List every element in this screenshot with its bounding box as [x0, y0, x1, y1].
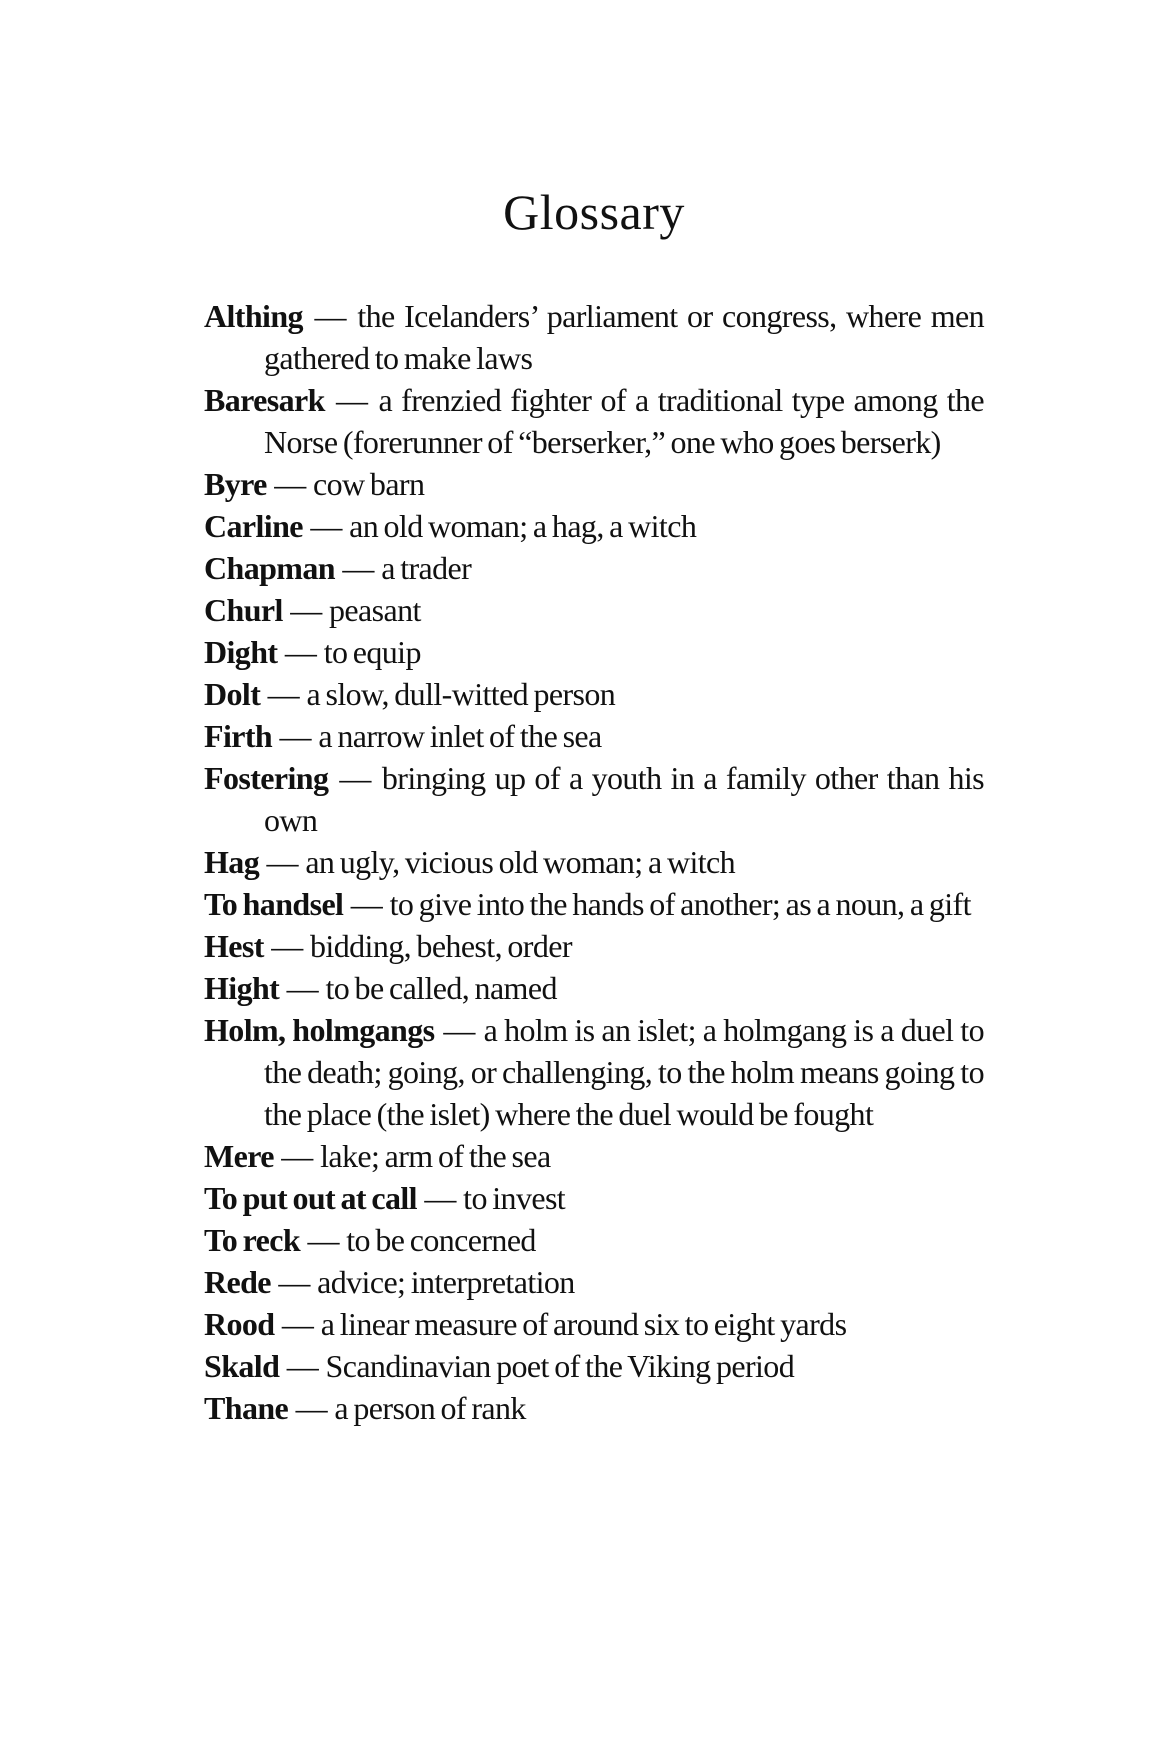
glossary-entry — [204, 1009, 984, 1135]
entry-term: To put out at call — [204, 1180, 417, 1216]
glossary-entry — [204, 925, 984, 967]
glossary-entry — [204, 1387, 984, 1429]
em-dash-separator: — — [271, 928, 303, 964]
glossary-entry — [204, 295, 984, 379]
entry-definition: bringing up of a youth in a family other than his own — [264, 760, 985, 838]
glossary-entry — [204, 547, 984, 589]
glossary-entry — [204, 1177, 984, 1219]
entry-term: Holm, holmgangs — [204, 1012, 435, 1048]
entry-definition: a slow, dull-witted person — [306, 676, 616, 712]
entry-term: Byre — [204, 466, 267, 502]
glossary-entry — [204, 841, 984, 883]
entry-term: Althing — [204, 298, 303, 334]
entry-term: Mere — [204, 1138, 274, 1174]
glossary-entry — [204, 967, 984, 1009]
entry-term: To reck — [204, 1222, 301, 1258]
entry-term: Skald — [204, 1348, 280, 1384]
entry-definition: a person of rank — [334, 1390, 526, 1426]
entry-definition: to invest — [463, 1180, 566, 1216]
entry-definition: to equip — [323, 634, 421, 670]
em-dash-separator: — — [281, 1306, 314, 1342]
em-dash-separator: — — [314, 298, 346, 334]
entry-definition: to give into the hands of another; as a noun, a gift — [389, 886, 971, 922]
entry-definition: to be called, named — [325, 970, 557, 1006]
glossary-entry — [204, 1303, 984, 1345]
em-dash-separator: — — [342, 550, 374, 586]
entry-term: Dolt — [204, 676, 261, 712]
entry-definition: to be concerned — [346, 1222, 536, 1258]
page-content — [204, 181, 984, 1429]
glossary-entry — [204, 1135, 984, 1177]
entry-definition: a holm is an islet; a holmgang is a duel to the death; going, or challenging, to the holm means going to the place (the islet) where the duel would be fought — [264, 1012, 984, 1132]
entry-term: Carline — [204, 508, 303, 544]
entry-definition: Scandinavian poet of the Viking period — [325, 1348, 795, 1384]
entry-term: Rood — [204, 1306, 275, 1342]
glossary-entry — [204, 1261, 984, 1303]
entry-term: Hest — [204, 928, 264, 964]
entry-term: Thane — [204, 1390, 289, 1426]
entry-definition: a trader — [381, 550, 472, 586]
em-dash-separator: — — [281, 1138, 313, 1174]
em-dash-separator: — — [286, 970, 319, 1006]
entry-term: Firth — [204, 718, 273, 754]
entry-definition: a narrow inlet of the sea — [318, 718, 602, 754]
entry-term: Rede — [204, 1264, 271, 1300]
entry-term: Hight — [204, 970, 280, 1006]
em-dash-separator: — — [424, 1180, 456, 1216]
entry-term: Chapman — [204, 550, 335, 586]
glossary-entry — [204, 673, 984, 715]
entry-definition: bidding, behest, order — [310, 928, 572, 964]
em-dash-separator: — — [279, 718, 311, 754]
glossary-entry — [204, 589, 984, 631]
page-title: Glossary — [503, 184, 685, 240]
em-dash-separator: — — [266, 844, 298, 880]
entry-definition: an ugly, vicious old woman; a witch — [305, 844, 736, 880]
entry-term: Churl — [204, 592, 283, 628]
entry-definition: lake; arm of the sea — [320, 1138, 551, 1174]
em-dash-separator: — — [350, 886, 383, 922]
entry-definition: a frenzied fighter of a traditional type among the Norse (forerunner of “berserker,” one who goes berserk) — [264, 382, 984, 460]
entry-term: To handsel — [204, 886, 344, 922]
glossary-entry — [204, 1345, 984, 1387]
glossary-entry — [204, 463, 984, 505]
em-dash-separator: — — [307, 1222, 339, 1258]
entry-definition: an old woman; a hag, a witch — [349, 508, 697, 544]
glossary-list — [204, 295, 984, 1429]
em-dash-separator: — — [286, 1348, 319, 1384]
em-dash-separator: — — [274, 466, 306, 502]
em-dash-separator: — — [310, 508, 342, 544]
em-dash-separator: — — [339, 760, 371, 796]
entry-definition: advice; interpretation — [317, 1264, 575, 1300]
entry-definition: peasant — [329, 592, 421, 628]
glossary-entry — [204, 505, 984, 547]
entry-term: Baresark — [204, 382, 325, 418]
entry-term: Fostering — [204, 760, 329, 796]
entry-definition: a linear measure of around six to eight yards — [320, 1306, 847, 1342]
entry-definition: the Icelanders’ parliament or congress, where men gathered to make laws — [264, 298, 984, 376]
em-dash-separator: — — [267, 676, 300, 712]
entry-definition: cow barn — [313, 466, 425, 502]
em-dash-separator: — — [278, 1264, 310, 1300]
glossary-entry — [204, 757, 984, 841]
em-dash-separator: — — [284, 634, 317, 670]
em-dash-separator: — — [335, 382, 368, 418]
glossary-entry — [204, 631, 984, 673]
glossary-entry — [204, 379, 984, 463]
glossary-entry — [204, 1219, 984, 1261]
entry-term: Dight — [204, 634, 278, 670]
entry-term: Hag — [204, 844, 260, 880]
glossary-entry — [204, 883, 984, 925]
em-dash-separator: — — [290, 592, 322, 628]
em-dash-separator: — — [295, 1390, 327, 1426]
glossary-entry — [204, 715, 984, 757]
em-dash-separator: — — [443, 1012, 475, 1048]
